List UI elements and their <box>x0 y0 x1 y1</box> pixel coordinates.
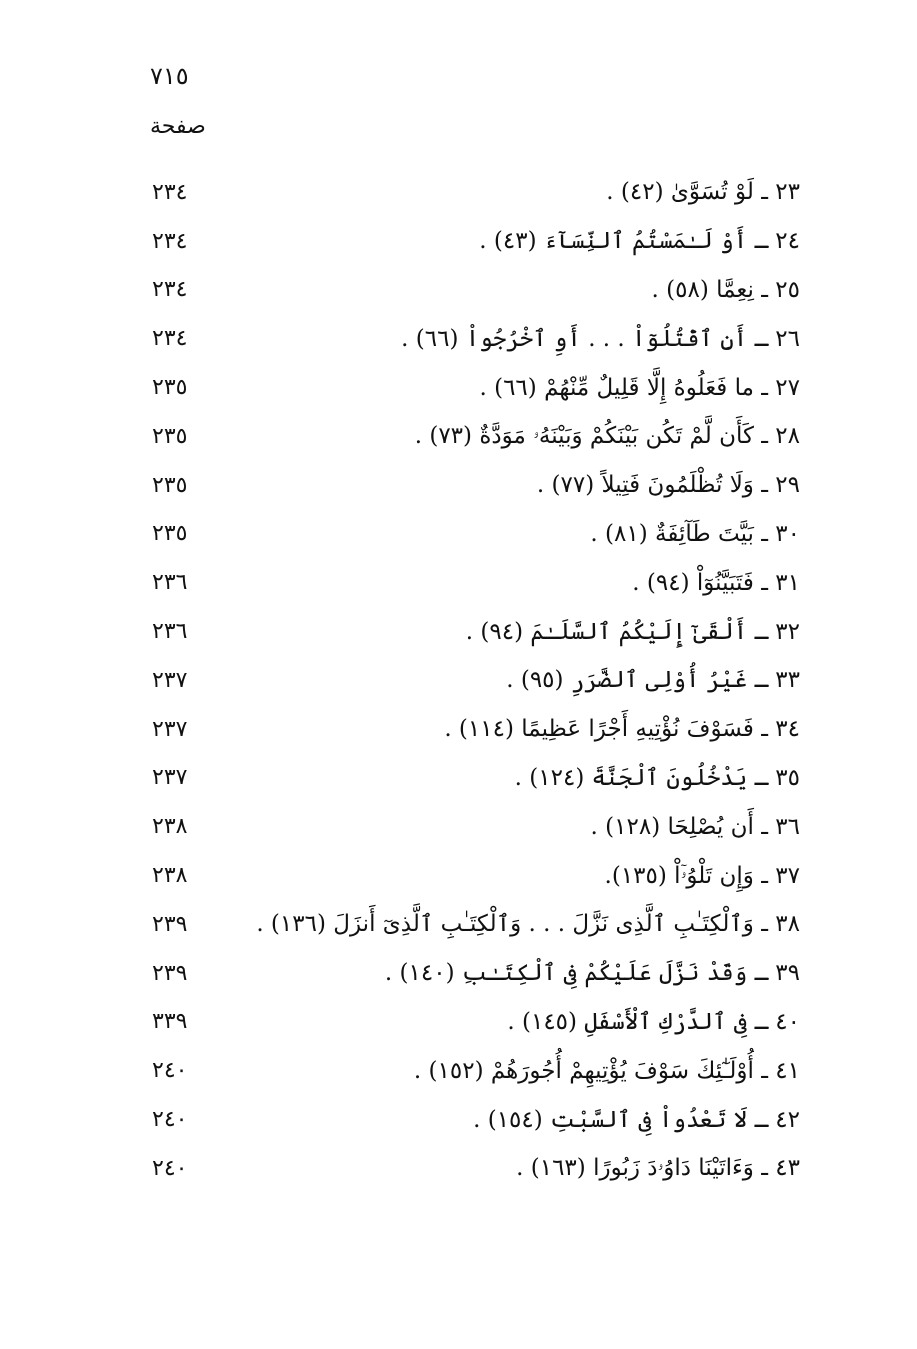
entry-page-number: ٢٣٤ <box>152 277 188 303</box>
entry-text: ٣٠ ـ بَيَّتَ طَآئِفَةٌ (٨١) . <box>590 520 800 547</box>
index-entry-row <box>140 510 800 559</box>
entry-text: ٢٩ ـ وَلَا تُظْلَمُونَ فَتِيلاً (٧٧) . <box>536 472 800 499</box>
index-entry-row <box>140 461 800 510</box>
entry-page-number: ٢٣٨ <box>152 814 188 840</box>
index-entry-row <box>140 656 800 705</box>
index-entry-row <box>140 705 800 754</box>
entry-text: ٣٥ ـ يَدْخُلُونَ ٱلْجَنَّةَ (١٢٤) . <box>514 764 800 791</box>
index-entry-row <box>140 998 800 1047</box>
entry-page-number: ٢٣٦ <box>152 619 188 645</box>
entry-page-number: ٢٤٠ <box>152 1058 188 1084</box>
entry-text: ٢٧ ـ ما فَعَلُوهُ إِلَّا قَلِيلٌ مِّنْهُمْ (٦٦) . <box>479 374 800 401</box>
index-entry-row <box>140 1095 800 1144</box>
entry-page-number: ٢٣٩ <box>152 960 188 986</box>
index-entry-row <box>140 168 800 217</box>
entry-text: ٣٤ ـ فَسَوْفَ نُؤْتِيهِ أَجْرًا عَظِيمًا (١١٤) . <box>444 716 800 743</box>
entry-text: ٤٠ ـ فِى ٱلدَّرْكِ ٱلْأَسْفَلِ (١٤٥) . <box>507 1008 800 1035</box>
entry-page-number: ٢٣٥ <box>152 423 188 449</box>
entry-text: ٣٣ ـ غَيْرُ أُوْلِى ٱلضَّرَرِ (٩٥) . <box>506 667 800 694</box>
entry-page-number: ٢٣٧ <box>152 716 188 742</box>
entry-page-number: ٢٣٤ <box>152 326 188 352</box>
entry-text: ٣٩ ـ وَقَدْ نَزَّلَ عَلَيْكُمْ فِى ٱلْكِتَـٰبِ (١٤٠) . <box>384 960 800 987</box>
index-entry-row <box>140 1046 800 1095</box>
entry-text: ٣٦ ـ أَن يُصْلِحَا (١٢٨) . <box>590 813 800 840</box>
entry-text: ٣١ ـ فَتَبَيَّنُوٓاْ (٩٤) . <box>632 569 800 596</box>
index-entries <box>140 168 800 1193</box>
index-entry-row <box>140 802 800 851</box>
page-number: ٧١٥ <box>150 62 189 90</box>
entry-page-number: ٢٣٩ <box>152 911 188 937</box>
entry-page-number: ٢٣٥ <box>152 375 188 401</box>
entry-page-number: ٢٣٨ <box>152 863 188 889</box>
index-entry-row <box>140 558 800 607</box>
entry-text: ٣٨ ـ وَٱلْكِتَـٰبِ ٱلَّذِى نَزَّلَ . . . وَٱلْكِتَـٰبِ ٱلَّذِىٓ أَنزَلَ (١٣٦) . <box>256 911 800 938</box>
index-entry-row <box>140 900 800 949</box>
entry-text: ٤٣ ـ وَءَاتَيْنَا دَاوُۥدَ زَبُورًا (١٦٣) . <box>516 1155 800 1182</box>
index-entry-row <box>140 851 800 900</box>
entry-text: ٢٦ ـ أَنِ ٱقْتُلُوٓاْ . . . أَوِ ٱخْرُجُواْ (٦٦) . <box>401 325 800 352</box>
entry-text: ٢٨ ـ كَأَن لَّمْ تَكُن بَيْنَكُمْ وَبَيْنَهُۥ مَوَدَّةٌ (٧٣) . <box>414 423 800 450</box>
entry-page-number: ٢٣٥ <box>152 521 188 547</box>
entry-page-number: ٣٣٩ <box>152 1009 188 1035</box>
entry-text: ٢٤ ـ أَوْ لَـٰمَسْتُمُ ٱلنِّسَآءَ (٤٣) . <box>479 228 800 255</box>
index-entry-row <box>140 754 800 803</box>
index-entry-row <box>140 412 800 461</box>
entry-text: ٢٥ ـ نِعِمَّا (٥٨) . <box>651 276 800 303</box>
index-entry-row <box>140 217 800 266</box>
index-entry-row <box>140 314 800 363</box>
index-entry-row <box>140 363 800 412</box>
index-entry-row <box>140 266 800 315</box>
entry-text: ٣٧ ـ وَإِن تَلْوُۥٓاْ (١٣٥). <box>604 862 800 889</box>
entry-text: ٤٢ ـ لَا تَعْدُواْ فِى ٱلسَّبْتِ (١٥٤) . <box>473 1106 800 1133</box>
index-entry-row <box>140 607 800 656</box>
entry-page-number: ٢٣٦ <box>152 570 188 596</box>
page-column-header: صفحة <box>150 114 206 139</box>
entry-page-number: ٢٣٤ <box>152 179 188 205</box>
entry-page-number: ٢٤٠ <box>152 1107 188 1133</box>
entry-page-number: ٢٣٧ <box>152 667 188 693</box>
entry-page-number: ٢٣٧ <box>152 765 188 791</box>
entry-page-number: ٢٤٠ <box>152 1155 188 1181</box>
entry-text: ٤١ ـ أُوْلَـٰٓئِكَ سَوْفَ يُؤْتِيهِمْ أُجُورَهُمْ (١٥٢) . <box>413 1057 800 1084</box>
entry-text: ٢٣ ـ لَوْ تُسَوَّىٰ (٤٢) . <box>606 179 800 206</box>
index-entry-row <box>140 949 800 998</box>
entry-page-number: ٢٣٥ <box>152 472 188 498</box>
index-entry-row <box>140 1144 800 1193</box>
entry-page-number: ٢٣٤ <box>152 228 188 254</box>
entry-text: ٣٢ ـ أَلْقَىٰٓ إِلَيْكُمُ ٱلسَّلَـٰمَ (٩٤) . <box>465 618 800 645</box>
